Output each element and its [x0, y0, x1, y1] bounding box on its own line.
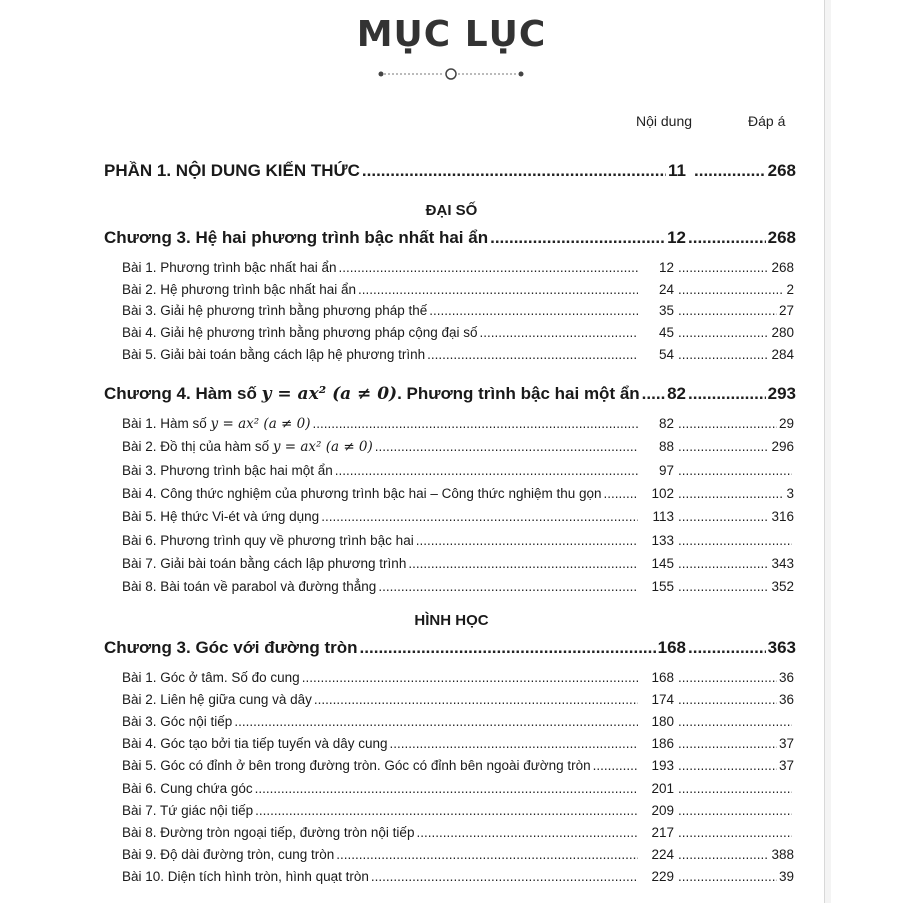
lesson-row-label: Bài 3. Phương trình bậc hai một ẩn: [122, 462, 333, 478]
chapter-heading-answer: 363: [767, 638, 796, 657]
page-edge: [824, 0, 831, 903]
lesson-row-page: 113: [652, 509, 674, 525]
lesson-row-label: Bài 4. Công thức nghiệm của phương trình bậc hai – Công thức nghiệm thu gọn: [122, 485, 602, 501]
lesson-row: [122, 282, 794, 297]
lesson-row: [122, 579, 794, 594]
leader-dots: [678, 692, 777, 707]
lesson-row-page: 209: [651, 802, 674, 818]
lesson-row-answer: 37: [778, 736, 794, 752]
column-header-answer: Đáp á: [748, 113, 786, 129]
leader-dots: [678, 714, 792, 729]
lesson-row: [122, 825, 794, 840]
leader-dots: [678, 869, 777, 884]
lesson-row-page: 217: [651, 824, 674, 840]
lesson-row-page: 145: [651, 555, 674, 571]
lesson-row-answer: 316: [771, 509, 794, 525]
leader-dots: [390, 736, 638, 751]
lesson-row-label: Bài 7. Tứ giác nội tiếp: [122, 802, 254, 818]
lesson-row-page: 133: [651, 532, 674, 548]
leader-dots: [255, 803, 638, 818]
leader-dots: [678, 533, 792, 548]
lesson-row-page: 193: [651, 758, 674, 774]
leader-dots: [678, 486, 784, 501]
lesson-row-label: Bài 7. Giải bài toán bằng cách lập phương trình: [122, 555, 407, 571]
lesson-row-page: 12: [658, 260, 674, 275]
leader-dots: [321, 509, 638, 524]
leader-dots: [678, 825, 792, 840]
lesson-row-answer: 296: [771, 439, 794, 455]
leader-dots: [678, 670, 777, 685]
title-ornament: [376, 66, 526, 82]
lesson-row: [122, 556, 794, 571]
leader-dots: [678, 781, 792, 796]
lesson-row-label: Bài 8. Đường tròn ngoại tiếp, đường tròn nội tiếp: [122, 824, 415, 840]
lesson-row: [122, 869, 794, 884]
leader-dots: [678, 347, 769, 362]
lesson-row-page: 180: [651, 714, 674, 730]
leader-dots: [416, 825, 638, 840]
lesson-row: [122, 509, 794, 524]
leader-dots: [427, 347, 638, 362]
leader-dots: [678, 758, 777, 773]
lesson-row: [122, 416, 794, 432]
part-heading: [104, 161, 796, 181]
lesson-row-answer: 29: [778, 416, 794, 431]
lesson-row: [122, 486, 794, 501]
chapter-heading: [104, 384, 796, 404]
leader-dots: [678, 439, 769, 454]
leader-dots: [416, 533, 638, 548]
lesson-row-page: 229: [651, 868, 674, 884]
lesson-row-answer: 3: [786, 485, 794, 501]
leader-dots: [255, 781, 638, 796]
leader-dots: [335, 463, 638, 478]
lesson-row-label: Bài 6. Cung chứa góc: [122, 780, 253, 796]
chapter-heading-label: Chương 3. Góc với đường tròn: [104, 638, 358, 657]
lesson-row-label: Bài 1. Phương trình bậc nhất hai ẩn: [122, 260, 337, 275]
part-label: PHẦN 1. NỘI DUNG KIẾN THỨC: [104, 161, 360, 180]
lesson-row-answer: 352: [771, 579, 794, 595]
math-formula: y = ax² (a ≠ 0): [272, 439, 373, 456]
leader-dots: [678, 556, 769, 571]
lesson-row-label: Bài 1. Hàm số y = ax² (a ≠ 0): [122, 416, 311, 432]
leader-dots: [313, 416, 639, 431]
leader-dots: [688, 228, 766, 248]
leader-dots: [678, 282, 784, 297]
page-title: MỤC LỤC: [356, 14, 547, 55]
leader-dots: [339, 260, 638, 275]
leader-dots: [678, 303, 777, 318]
lesson-row-answer: 36: [778, 692, 794, 708]
leader-dots: [336, 847, 638, 862]
lesson-row-answer: 2: [786, 281, 794, 297]
lesson-row: [122, 463, 794, 478]
lesson-row-page: 155: [651, 579, 674, 595]
leader-dots: [358, 282, 638, 297]
lesson-row: [122, 692, 794, 707]
lesson-row-label: Bài 6. Phương trình quy về phương trình bậc hai: [122, 532, 414, 548]
leader-dots: [688, 638, 766, 658]
lesson-row-page: 88: [658, 439, 674, 455]
leader-dots: [678, 736, 777, 751]
lesson-row-answer: 36: [778, 670, 794, 685]
lesson-row-answer: 27: [778, 303, 794, 319]
section-heading-algebra: ĐẠI SỐ: [425, 202, 478, 219]
lesson-row-label: Bài 2. Đồ thị của hàm số y = ax² (a ≠ 0): [122, 439, 373, 456]
lesson-row-label: Bài 2. Liên hệ giữa cung và dây: [122, 692, 312, 708]
leader-dots: [678, 325, 769, 340]
lesson-row-page: 97: [658, 462, 674, 478]
chapter-heading-answer: 293: [767, 384, 796, 403]
lesson-row-page: 82: [658, 416, 674, 431]
section-heading-geometry: HÌNH HỌC: [414, 612, 489, 629]
lesson-row: [122, 803, 794, 818]
leader-dots: [490, 228, 665, 248]
lesson-row-answer: 39: [778, 868, 794, 884]
lesson-row-answer: 280: [771, 325, 794, 341]
lesson-row-label: Bài 2. Hệ phương trình bậc nhất hai ẩn: [122, 281, 357, 297]
lesson-row-answer: 343: [771, 555, 794, 571]
lesson-row-page: 186: [651, 736, 674, 752]
lesson-row-label: Bài 5. Hệ thức Vi-ét và ứng dụng: [122, 509, 320, 525]
lesson-row: [122, 439, 794, 455]
lesson-row-page: 224: [651, 846, 674, 862]
leader-dots: [314, 692, 638, 707]
lesson-row-answer: 268: [771, 260, 794, 275]
lesson-row-label: Bài 10. Diện tích hình tròn, hình quạt tròn: [122, 868, 369, 884]
leader-dots: [234, 714, 638, 729]
chapter-heading-label: Chương 3. Hệ hai phương trình bậc nhất hai ẩn: [104, 228, 489, 247]
lesson-row-label: Bài 3. Góc nội tiếp: [122, 714, 233, 730]
leader-dots: [678, 260, 769, 275]
chapter-heading-label: Chương 4. Hàm số y = ax² (a ≠ 0). Phương trình bậc hai một ẩn: [104, 384, 640, 404]
leader-dots: [678, 509, 769, 524]
lesson-row-label: Bài 4. Giải hệ phương trình bằng phương pháp cộng đại số: [122, 325, 478, 341]
lesson-row: [122, 347, 794, 362]
lesson-row-page: 174: [651, 692, 674, 708]
leader-dots: [678, 416, 777, 431]
lesson-row: [122, 303, 794, 318]
leader-dots: [375, 439, 638, 454]
lesson-row-label: Bài 1. Góc ở tâm. Số đo cung: [122, 670, 300, 685]
leader-dots: [678, 463, 792, 478]
lesson-row-label: Bài 5. Góc có đỉnh ở bên trong đường tròn. Góc có đỉnh bên ngoài đường tròn: [122, 758, 591, 774]
lesson-row-page: 168: [651, 670, 674, 685]
lesson-row: [122, 260, 794, 275]
chapter-heading-page: 82: [667, 384, 686, 403]
math-formula: y = ax² (a ≠ 0): [210, 416, 311, 432]
lesson-row-page: 24: [658, 281, 674, 297]
lesson-row-answer: 388: [771, 846, 794, 862]
lesson-row-label: Bài 4. Góc tạo bởi tia tiếp tuyến và dây cung: [122, 736, 388, 752]
leader-dots: [360, 638, 656, 658]
lesson-row: [122, 714, 794, 729]
lesson-row: [122, 325, 794, 340]
leader-dots: [371, 869, 638, 884]
lesson-row: [122, 670, 794, 685]
leader-dots: [678, 847, 769, 862]
lesson-row-label: Bài 9. Độ dài đường tròn, cung tròn: [122, 846, 335, 862]
leader-dots: [480, 325, 638, 340]
part-page: 11: [668, 161, 686, 180]
lesson-row-label: Bài 5. Giải bài toán bằng cách lập hệ phương trình: [122, 346, 426, 362]
lesson-row-label: Bài 3. Giải hệ phương trình bằng phương pháp thế: [122, 303, 428, 319]
lesson-row-answer: 37: [778, 758, 794, 774]
lesson-row-page: 45: [658, 325, 674, 341]
chapter-heading-answer: 268: [767, 228, 796, 247]
lesson-row: [122, 533, 794, 548]
chapter-heading-page: 12: [667, 228, 686, 247]
chapter-heading: [104, 638, 796, 658]
lesson-row-page: 102: [651, 485, 674, 501]
leader-dots: [408, 556, 638, 571]
column-header-content: Nội dung: [636, 113, 693, 129]
leader-dots: [302, 670, 638, 685]
leader-dots: [362, 161, 666, 181]
leader-dots: [378, 579, 638, 594]
leader-dots: [593, 758, 638, 773]
chapter-heading: [104, 228, 796, 248]
lesson-row: [122, 847, 794, 862]
lesson-row: [122, 736, 794, 751]
leader-dots: [678, 579, 769, 594]
lesson-row: [122, 781, 794, 796]
chapter-heading-page: 168: [657, 638, 686, 657]
leader-dots: [604, 486, 638, 501]
part-answer: 268: [767, 161, 796, 180]
leader-dots: [678, 803, 792, 818]
lesson-row: [122, 758, 794, 773]
lesson-row-page: 35: [658, 303, 674, 319]
lesson-row-page: 201: [651, 780, 674, 796]
lesson-row-label: Bài 8. Bài toán về parabol và đường thẳng: [122, 579, 377, 595]
lesson-row-answer: 284: [771, 346, 794, 362]
leader-dots: [642, 384, 665, 404]
leader-dots: [429, 303, 638, 318]
lesson-row-page: 54: [658, 346, 674, 362]
math-formula: y = ax² (a ≠ 0): [261, 384, 398, 404]
leader-dots: [688, 384, 766, 404]
